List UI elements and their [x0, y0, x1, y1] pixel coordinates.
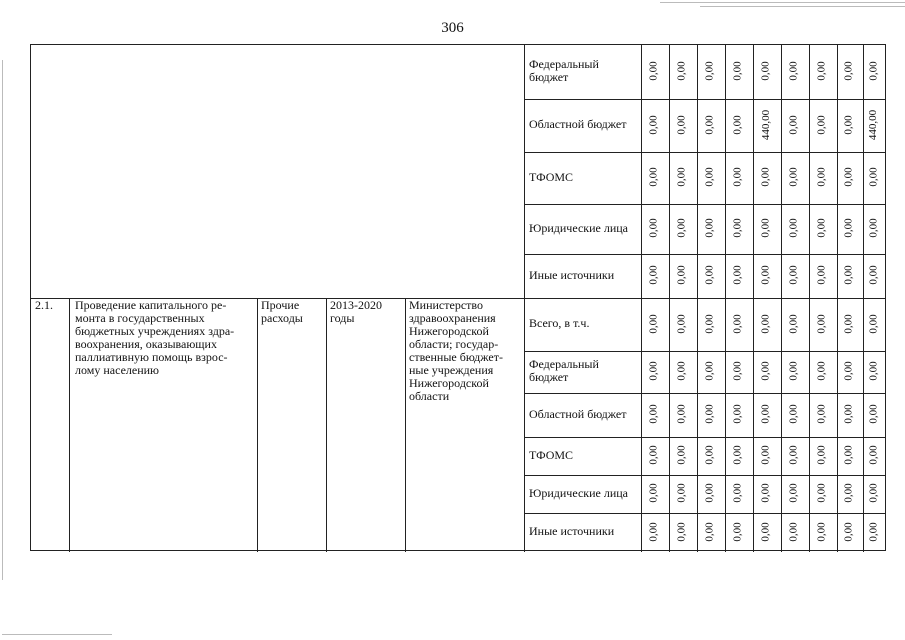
- amount-value: 0,00: [816, 483, 828, 503]
- amount-cell: [836, 297, 862, 350]
- column-line: [69, 298, 70, 552]
- amount-value: 0,00: [843, 61, 855, 81]
- amount-cell: [780, 253, 808, 297]
- amount-cell: [808, 297, 836, 350]
- amount-value: 0,00: [843, 483, 855, 503]
- amount-value: 0,00: [867, 483, 880, 503]
- amount-value: 0,00: [788, 265, 800, 285]
- amount-cell: [780, 512, 808, 551]
- amount-value: 0,00: [760, 265, 772, 285]
- amount-value: 0,00: [704, 361, 716, 381]
- amount-cell: [640, 512, 668, 551]
- amount-cell: [862, 98, 885, 151]
- amount-cell: [696, 203, 724, 253]
- amount-value: 0,00: [843, 521, 855, 542]
- amount-value: 0,00: [732, 404, 744, 424]
- amount-value: 0,00: [676, 483, 688, 503]
- amount-value: 0,00: [843, 361, 855, 381]
- amount-cell: [836, 350, 862, 392]
- amount-value: 0,00: [788, 61, 800, 81]
- amount-cell: [780, 98, 808, 151]
- item-executor: Министерство здравоохранения Нижегородской области; государ- ственные бюджет- ные учреждения Нижегородской области: [409, 298, 503, 403]
- amount-cell: [808, 350, 836, 392]
- amount-cell: [862, 392, 885, 436]
- amount-cell: [752, 151, 780, 203]
- amount-cell: [724, 392, 752, 436]
- amount-value: 0,00: [648, 404, 660, 424]
- amount-cell: [696, 474, 724, 512]
- amount-value: 0,00: [843, 114, 855, 135]
- amount-value: 0,00: [648, 313, 660, 334]
- amount-value: 0,00: [704, 61, 716, 81]
- amount-cell: [808, 253, 836, 297]
- amount-value: 0,00: [760, 218, 772, 238]
- amount-cell: [752, 350, 780, 392]
- amount-value: 0,00: [843, 445, 855, 465]
- amount-cell: [724, 512, 752, 551]
- amount-cell: [696, 98, 724, 151]
- amount-value: 0,00: [788, 218, 800, 238]
- column-line: [524, 45, 525, 552]
- amount-cell: [862, 44, 885, 98]
- amount-cell: [836, 474, 862, 512]
- amount-value: 0,00: [843, 218, 855, 238]
- amount-value: 440,00: [760, 109, 772, 140]
- scan-artifact: [2, 634, 112, 635]
- funding-source-label: Всего, в т.ч.: [529, 316, 590, 330]
- amount-cell: [640, 253, 668, 297]
- amount-value: 0,00: [867, 521, 880, 542]
- amount-value: 0,00: [760, 483, 772, 503]
- amount-value: 0,00: [760, 361, 772, 381]
- amount-value: 0,00: [816, 445, 828, 465]
- amount-cell: [640, 151, 668, 203]
- amount-value: 0,00: [732, 445, 744, 465]
- amount-cell: [836, 392, 862, 436]
- column-line: [257, 298, 258, 552]
- column-line: [405, 298, 406, 552]
- amount-value: 0,00: [704, 313, 716, 334]
- amount-value: 0,00: [732, 61, 744, 81]
- amount-cell: [640, 98, 668, 151]
- amount-value: 0,00: [816, 265, 828, 285]
- amount-value: 0,00: [867, 445, 880, 465]
- amount-cell: [668, 392, 696, 436]
- amount-cell: [808, 44, 836, 98]
- amount-value: 0,00: [704, 445, 716, 465]
- amount-value: 0,00: [867, 313, 880, 334]
- amount-cell: [668, 151, 696, 203]
- amount-value: 0,00: [676, 114, 688, 135]
- amount-cell: [668, 436, 696, 474]
- amount-value: 0,00: [704, 167, 716, 187]
- amount-value: 0,00: [676, 167, 688, 187]
- amount-cell: [780, 350, 808, 392]
- amount-value: 0,00: [816, 521, 828, 542]
- amount-value: 0,00: [816, 218, 828, 238]
- amount-cell: [752, 297, 780, 350]
- amount-value: 0,00: [648, 265, 660, 285]
- funding-source-label: ТФОМС: [529, 169, 574, 184]
- item-expense-type: Прочие расходы: [261, 298, 303, 325]
- amount-value: 0,00: [788, 521, 800, 542]
- amount-value: 0,00: [867, 361, 880, 381]
- amount-cell: [808, 512, 836, 551]
- item-name: Проведение капитального ре- монта в государственных бюджетных учреждениях здра- воохранения, оказывающих паллиативную помощь взрос- лому населению: [75, 298, 235, 377]
- amount-value: 0,00: [760, 521, 772, 542]
- amount-cell: [836, 203, 862, 253]
- amount-value: 0,00: [676, 404, 688, 424]
- amount-cell: [696, 392, 724, 436]
- amount-cell: [780, 203, 808, 253]
- amount-cell: [862, 474, 885, 512]
- amount-cell: [752, 253, 780, 297]
- amount-cell: [640, 474, 668, 512]
- amount-cell: [640, 297, 668, 350]
- amount-value: 0,00: [732, 313, 744, 334]
- amount-cell: [668, 297, 696, 350]
- amount-cell: [780, 297, 808, 350]
- funding-source-label: Иные источники: [529, 267, 615, 282]
- amount-cell: [862, 436, 885, 474]
- amount-value: 0,00: [843, 313, 855, 334]
- amount-cell: [808, 392, 836, 436]
- amount-cell: [836, 98, 862, 151]
- amount-cell: [724, 436, 752, 474]
- amount-cell: [836, 151, 862, 203]
- amount-cell: [640, 350, 668, 392]
- amount-value: 0,00: [732, 114, 744, 135]
- amount-cell: [752, 392, 780, 436]
- amount-cell: [862, 297, 885, 350]
- amount-cell: [668, 512, 696, 551]
- amount-value: 0,00: [732, 265, 744, 285]
- funding-source-label: Областной бюджет: [529, 406, 627, 421]
- amount-cell: [808, 474, 836, 512]
- amount-cell: [696, 350, 724, 392]
- amount-value: 0,00: [788, 483, 800, 503]
- amount-value: 0,00: [760, 313, 772, 334]
- funding-source-label: Юридические лица: [529, 220, 629, 235]
- amount-cell: [752, 474, 780, 512]
- amount-value: 0,00: [676, 265, 688, 285]
- amount-value: 0,00: [816, 313, 828, 334]
- amount-cell: [724, 297, 752, 350]
- amount-cell: [752, 203, 780, 253]
- amount-cell: [640, 392, 668, 436]
- amount-cell: [724, 350, 752, 392]
- amount-cell: [836, 436, 862, 474]
- amount-value: 0,00: [732, 218, 744, 238]
- amount-cell: [724, 203, 752, 253]
- amount-value: 0,00: [867, 167, 880, 187]
- amount-value: 0,00: [704, 114, 716, 135]
- amount-cell: [696, 253, 724, 297]
- amount-value: 0,00: [648, 114, 660, 135]
- amount-value: 0,00: [704, 404, 716, 424]
- amount-cell: [836, 253, 862, 297]
- amount-cell: [780, 392, 808, 436]
- amount-value: 0,00: [704, 218, 716, 238]
- amount-cell: [808, 436, 836, 474]
- amount-value: 0,00: [867, 61, 880, 81]
- page-number: 306: [441, 20, 464, 36]
- amount-cell: [724, 474, 752, 512]
- amount-value: 0,00: [788, 114, 800, 135]
- scan-artifact: [2, 60, 3, 580]
- funding-source-label: Федеральный бюджет: [529, 57, 599, 84]
- amount-value: 0,00: [648, 445, 660, 465]
- funding-source-label: ТФОМС: [529, 447, 574, 462]
- funding-source-label: Федеральный бюджет: [529, 357, 599, 384]
- amount-value: 0,00: [816, 61, 828, 81]
- amount-cell: [752, 98, 780, 151]
- amount-value: 0,00: [788, 167, 800, 187]
- amount-value: 0,00: [732, 361, 744, 381]
- amount-cell: [780, 44, 808, 98]
- amount-cell: [836, 44, 862, 98]
- amount-cell: [780, 151, 808, 203]
- amount-value: 0,00: [760, 445, 772, 465]
- amount-value: 0,00: [816, 167, 828, 187]
- amount-value: 0,00: [867, 404, 880, 424]
- amount-value: 440,00: [867, 109, 880, 140]
- amount-value: 0,00: [816, 361, 828, 381]
- amount-value: 0,00: [648, 218, 660, 238]
- scan-artifact: [700, 6, 905, 7]
- amount-cell: [696, 297, 724, 350]
- amount-value: 0,00: [843, 265, 855, 285]
- amount-cell: [724, 44, 752, 98]
- amount-value: 0,00: [816, 404, 828, 424]
- amount-cell: [752, 436, 780, 474]
- amount-value: 0,00: [867, 218, 880, 238]
- amount-value: 0,00: [788, 361, 800, 381]
- amount-value: 0,00: [704, 265, 716, 285]
- amount-value: 0,00: [843, 167, 855, 187]
- amount-cell: [724, 151, 752, 203]
- amount-cell: [752, 44, 780, 98]
- amount-cell: [808, 98, 836, 151]
- amount-value: 0,00: [648, 61, 660, 81]
- funding-source-label: Иные источники: [529, 524, 615, 538]
- amount-value: 0,00: [732, 167, 744, 187]
- amount-value: 0,00: [676, 445, 688, 465]
- amount-value: 0,00: [676, 218, 688, 238]
- amount-cell: [862, 350, 885, 392]
- amount-value: 0,00: [788, 445, 800, 465]
- amount-value: 0,00: [676, 61, 688, 81]
- amount-value: 0,00: [760, 167, 772, 187]
- amount-cell: [668, 203, 696, 253]
- amount-cell: [696, 436, 724, 474]
- amount-cell: [808, 151, 836, 203]
- amount-cell: [862, 151, 885, 203]
- amount-cell: [668, 253, 696, 297]
- amount-value: 0,00: [843, 404, 855, 424]
- amount-cell: [696, 512, 724, 551]
- amount-cell: [668, 474, 696, 512]
- amount-cell: [862, 512, 885, 551]
- amount-value: 0,00: [867, 265, 880, 285]
- amount-cell: [668, 98, 696, 151]
- amount-value: 0,00: [676, 361, 688, 381]
- amount-value: 0,00: [816, 114, 828, 135]
- scan-artifact: [660, 2, 905, 3]
- amount-value: 0,00: [648, 361, 660, 381]
- amount-cell: [668, 44, 696, 98]
- amount-cell: [752, 512, 780, 551]
- amount-cell: [780, 474, 808, 512]
- amount-cell: [862, 203, 885, 253]
- amount-cell: [668, 350, 696, 392]
- column-line: [326, 298, 327, 552]
- amount-cell: [696, 151, 724, 203]
- amount-value: 0,00: [732, 483, 744, 503]
- amount-value: 0,00: [648, 483, 660, 503]
- item-number: 2.1.: [35, 298, 53, 312]
- amount-value: 0,00: [732, 521, 744, 542]
- amount-value: 0,00: [704, 521, 716, 542]
- amount-value: 0,00: [648, 521, 660, 542]
- amount-cell: [724, 98, 752, 151]
- amount-cell: [696, 44, 724, 98]
- amount-value: 0,00: [760, 404, 772, 424]
- amount-cell: [724, 253, 752, 297]
- amount-cell: [640, 436, 668, 474]
- funding-source-label: Областной бюджет: [529, 117, 627, 131]
- amount-value: 0,00: [676, 521, 688, 542]
- amount-cell: [640, 203, 668, 253]
- amount-value: 0,00: [760, 61, 772, 81]
- amount-cell: [808, 203, 836, 253]
- amount-value: 0,00: [676, 313, 688, 334]
- amount-cell: [640, 44, 668, 98]
- amount-value: 0,00: [788, 404, 800, 424]
- funding-source-label: Юридические лица: [529, 485, 629, 500]
- item-period: 2013-2020 годы: [330, 298, 382, 325]
- amount-cell: [862, 253, 885, 297]
- amount-cell: [780, 436, 808, 474]
- amount-value: 0,00: [648, 167, 660, 187]
- amount-value: 0,00: [788, 313, 800, 334]
- amount-value: 0,00: [704, 483, 716, 503]
- amount-cell: [836, 512, 862, 551]
